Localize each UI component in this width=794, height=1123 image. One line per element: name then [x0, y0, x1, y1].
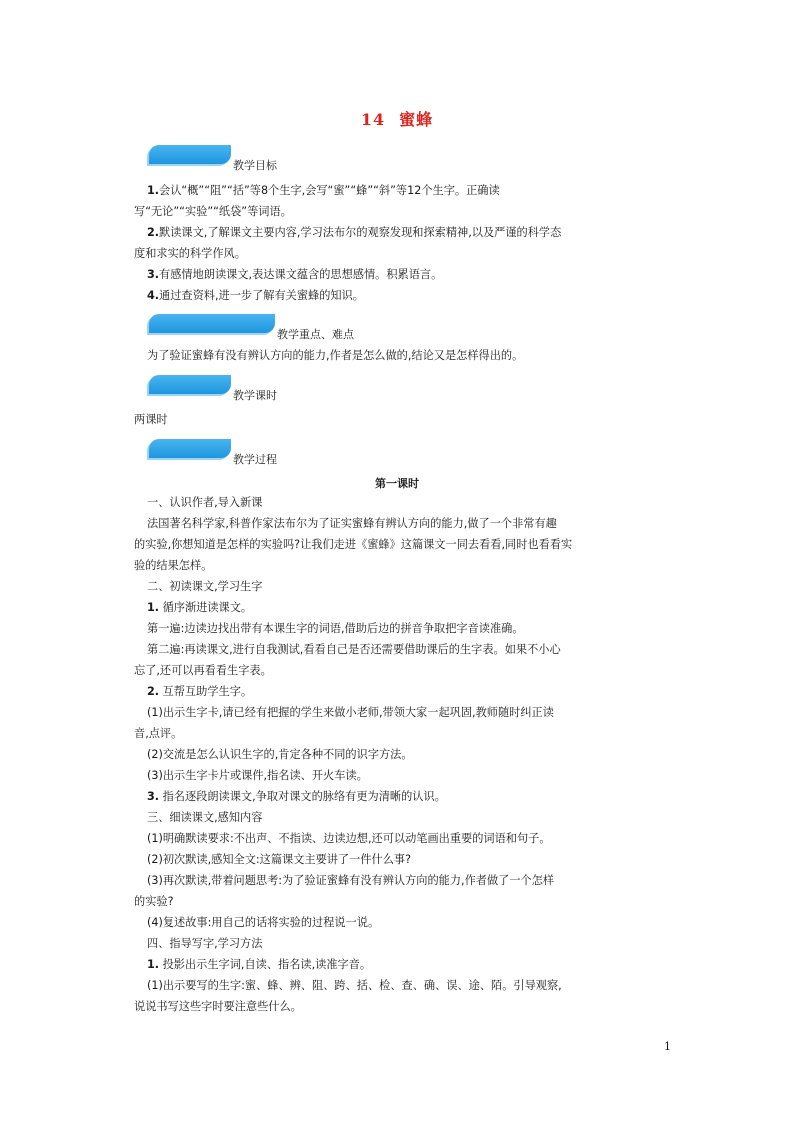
body-line: (3)出示生字卡片或课件,指名读、开火车读。: [147, 769, 368, 782]
lesson-number: 14: [360, 110, 386, 129]
body-line: 忘了,还可以再看看生字表。: [134, 664, 272, 677]
section-label: 教学课时: [233, 389, 277, 402]
body-line: (2)交流是怎么认识生字的,肯定各种不同的识字方法。: [147, 748, 413, 761]
section-badge: [149, 375, 231, 394]
body-line: (2)初次默读,感知全文:这篇课文主要讲了一件什么事?: [147, 853, 412, 866]
body-line: 的实验?: [134, 895, 174, 908]
body-line: 四、指导写字,学习方法: [147, 937, 263, 950]
section-label: 教学过程: [233, 453, 277, 466]
page-number: 1: [664, 1040, 671, 1053]
goals-list: [134, 180, 649, 306]
section-badge: [149, 145, 231, 164]
body-line: 一、认识作者,导入新课: [147, 496, 263, 509]
key-text: 为了验证蜜蜂有没有辨认方向的能力,作者是怎么做的,结论又是怎样得出的。: [147, 349, 524, 362]
body-line: 音,点评。: [134, 727, 183, 740]
body-line: 第一遍:边读边找出带有本课生字的词语,借助后边的拼音争取把字音读准确。: [147, 622, 524, 635]
goal-item: 1.会认“概”“阻”“括”等8个生字,会写“蜜”“蜂”“斜”等12个生字。正确读: [147, 184, 500, 197]
body-line: 三、细读课文,感知内容: [147, 811, 263, 824]
body-line: 2. 互帮互助学生字。: [147, 685, 253, 698]
body-line: (1)出示要写的生字:蜜、蜂、辨、阻、跨、括、检、查、确、误、途、陌。引导观察,: [147, 979, 562, 992]
body-line: 1. 投影出示生字词,自读、指名读,读准字音。: [147, 958, 372, 971]
body-text: [134, 492, 636, 1017]
body-line: 第二遍:再读课文,进行自我测试,看看自己是否还需要借助课后的生字表。如果不小心: [147, 643, 561, 656]
section-label: 教学目标: [233, 159, 277, 172]
body-line: (1)明确默读要求:不出声、不指读、边读边想,还可以动笔画出重要的词语和句子。: [147, 832, 551, 845]
body-line: (3)再次默读,带着问题思考:为了验证蜜蜂有没有辨认方向的能力,作者做了一个怎样: [147, 874, 555, 887]
body-line: 1. 循序渐进读课文。: [147, 601, 253, 614]
goal-item: 2.默读课文,了解课文主要内容,学习法布尔的观察发现和探索精神,以及严谨的科学态: [147, 226, 562, 239]
goal-item: 3.有感情地朗读课文,表达课文蕴含的思想感情。积累语言。: [147, 268, 443, 281]
section-badge: [149, 314, 275, 333]
body-line: 二、初读课文,学习生字: [147, 580, 263, 593]
body-line: 验的结果怎样。: [134, 559, 213, 572]
goal-item-cont: 度和求实的科学作风。: [134, 247, 246, 260]
lesson-heading: 第一课时: [375, 477, 419, 490]
page-title: [0, 107, 794, 130]
body-line: (1)出示生字卡,请已经有把握的学生来做小老师,带领大家一起巩固,教师随时纠正读: [147, 706, 554, 719]
body-line: 法国著名科学家,科普作家法布尔为了证实蜜蜂有辨认方向的能力,做了一个非常有趣: [147, 517, 557, 530]
body-line: 3. 指名逐段朗读课文,争取对课文的脉络有更为清晰的认识。: [147, 790, 446, 803]
goal-item-cont: 写“无论”“实验”“纸袋”等词语。: [134, 205, 292, 218]
body-line: 说说书写这些字时要注意些什么。: [134, 1000, 302, 1013]
section-label: 教学重点、难点: [277, 328, 354, 341]
body-line: 的实验,你想知道是怎样的实验吗?让我们走进《蜜蜂》这篇课文一同去看看,同时也看看实: [134, 538, 573, 551]
lesson-title: 蜜蜂: [399, 110, 434, 129]
hours-text: 两课时: [134, 413, 168, 426]
body-line: (4)复述故事:用自己的话将实验的过程说一说。: [147, 916, 380, 929]
section-badge: [149, 439, 231, 458]
goal-item: 4.通过查资料,进一步了解有关蜜蜂的知识。: [147, 289, 364, 302]
